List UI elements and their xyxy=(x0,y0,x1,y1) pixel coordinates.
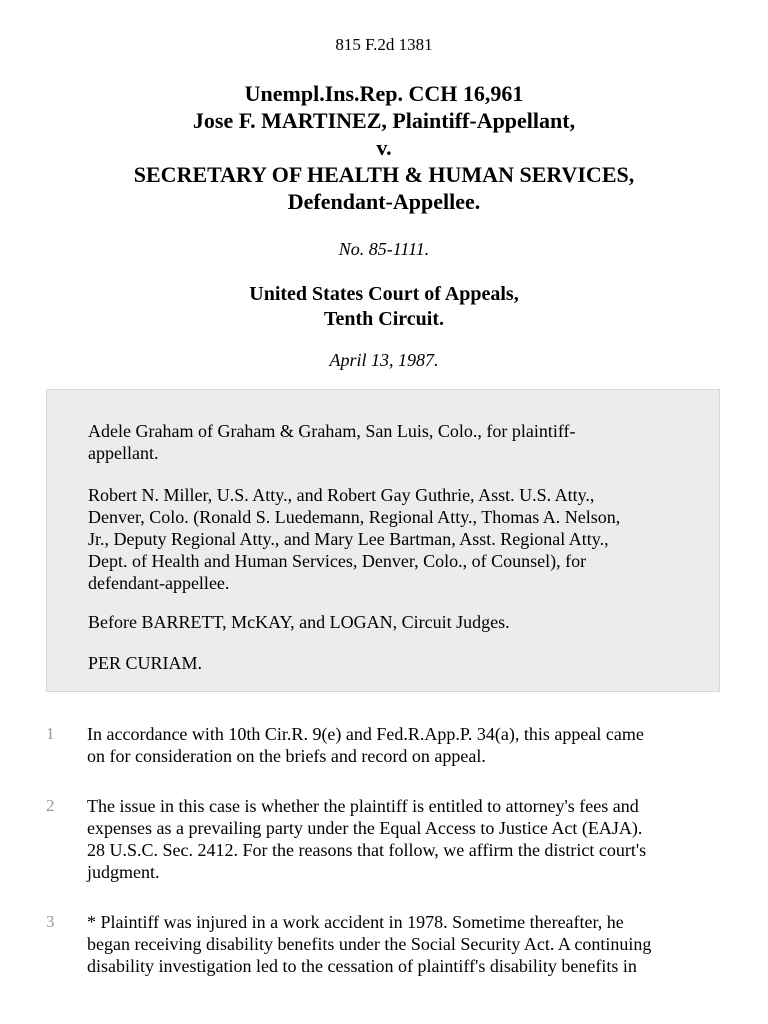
court-name-line-1: United States Court of Appeals, xyxy=(249,283,519,305)
paragraph-line: expenses as a prevailing party under the Equal Access to Justice Act (EAJA). xyxy=(87,818,643,838)
case-caption xyxy=(0,80,768,215)
defendant-counsel-line: Jr., Deputy Regional Atty., and Mary Lee Bartman, Asst. Regional Atty., xyxy=(88,529,609,549)
paragraph-line: judgment. xyxy=(87,862,160,882)
docket-number: No. 85-1111. xyxy=(338,239,430,259)
paragraph-number: 1 xyxy=(46,724,55,743)
defendant-counsel-line: Denver, Colo. (Ronald S. Luedemann, Regional Atty., Thomas A. Nelson, xyxy=(88,507,621,527)
court-name xyxy=(0,282,768,332)
paragraph-text xyxy=(87,795,717,883)
defendant-counsel xyxy=(88,484,658,594)
paragraph-text xyxy=(87,723,717,767)
court-name-line-2: Tenth Circuit. xyxy=(323,308,445,330)
per-curiam-label: PER CURIAM. xyxy=(88,653,203,673)
plaintiff-counsel xyxy=(88,420,658,464)
plaintiff-counsel-line: appellant. xyxy=(88,443,159,463)
caption-reporter-line: Unempl.Ins.Rep. CCH 16,961 xyxy=(244,81,524,106)
panel-judges: Before BARRETT, McKAY, and LOGAN, Circuit Judges. xyxy=(88,612,510,632)
defendant-counsel-line: Dept. of Health and Human Services, Denver, Colo., of Counsel), for xyxy=(88,551,587,571)
paragraph-line: In accordance with 10th Cir.R. 9(e) and Fed.R.App.P. 34(a), this appeal came xyxy=(87,724,644,744)
case-citation: 815 F.2d 1381 xyxy=(335,35,433,54)
caption-appellee-role-line: Defendant-Appellee. xyxy=(287,189,481,214)
paragraph-number: 3 xyxy=(46,912,55,931)
caption-versus-line: v. xyxy=(376,135,392,160)
decision-date: April 13, 1987. xyxy=(329,350,439,370)
paragraph-line: 28 U.S.C. Sec. 2412. For the reasons that follow, we affirm the district court's xyxy=(87,840,647,860)
paragraph-line: The issue in this case is whether the plaintiff is entitled to attorney's fees and xyxy=(87,796,639,816)
paragraph-line: * Plaintiff was injured in a work accident in 1978. Sometime thereafter, he xyxy=(87,912,624,932)
paragraph-text xyxy=(87,911,717,977)
paragraph-line: began receiving disability benefits under the Social Security Act. A continuing xyxy=(87,934,652,954)
paragraph-number: 2 xyxy=(46,796,55,815)
caption-appellee-line: SECRETARY OF HEALTH & HUMAN SERVICES, xyxy=(133,162,635,187)
paragraph-line: on for consideration on the briefs and record on appeal. xyxy=(87,746,486,766)
caption-appellant-line: Jose F. MARTINEZ, Plaintiff-Appellant, xyxy=(192,108,576,133)
plaintiff-counsel-line: Adele Graham of Graham & Graham, San Luis, Colo., for plaintiff- xyxy=(88,421,576,441)
defendant-counsel-line: Robert N. Miller, U.S. Atty., and Robert Gay Guthrie, Asst. U.S. Atty., xyxy=(88,485,595,505)
counsel-section xyxy=(46,389,720,692)
paragraph-line: disability investigation led to the cessation of plaintiff's disability benefits in xyxy=(87,956,637,976)
defendant-counsel-line: defendant-appellee. xyxy=(88,573,230,593)
